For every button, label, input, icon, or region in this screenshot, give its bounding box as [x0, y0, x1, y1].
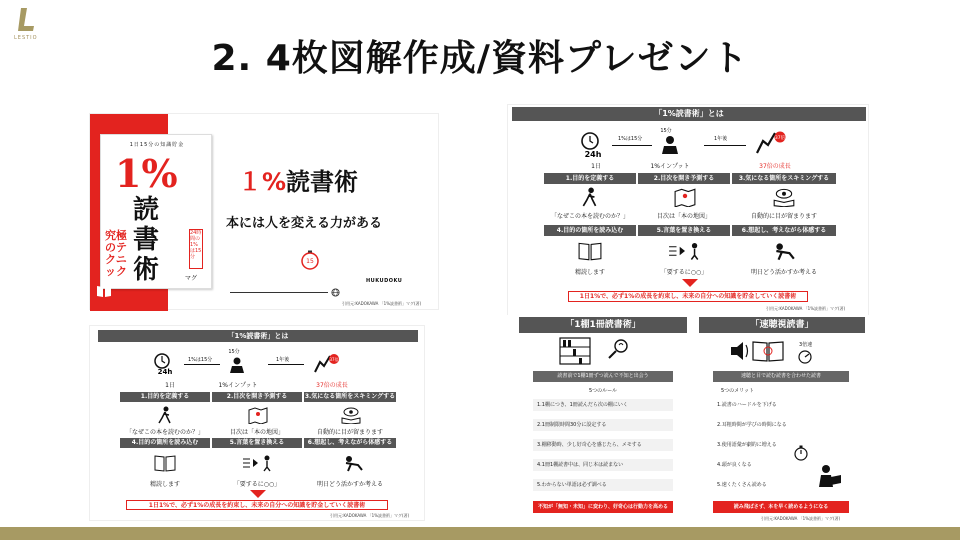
rule-item-5: 5.わからない単語は必ず調べる: [533, 479, 673, 491]
cell-head-2: 2.目次を開き予測する: [212, 392, 302, 402]
cell-head-3: 3.気になる箇所をスキミングする: [732, 173, 836, 184]
cell-head-4: 4.目的の箇所を読み込む: [120, 438, 210, 448]
slide-methods[interactable]: [507, 315, 869, 525]
arrow-line-1: [184, 364, 220, 365]
step-day: 1日: [165, 382, 175, 389]
cell-cap-5: 「要するに○○」: [233, 481, 281, 488]
bookshelf-icon: [559, 337, 591, 365]
map-icon: [248, 406, 268, 424]
step-day: 1日: [591, 163, 601, 170]
person-searching-icon: [603, 337, 633, 365]
method-left-footer: 不知が「無知・未知」に変わり、好奇心は行動力を高める: [533, 501, 673, 513]
map-icon: [674, 187, 696, 207]
day-icon-text: 24h: [157, 368, 173, 376]
cell-cap-2: 目次は「本の地図」: [656, 213, 711, 220]
down-arrow: [682, 279, 698, 287]
reading-person-icon: [817, 463, 843, 489]
cell-head-6: 6.想起し、考えながら体感する: [304, 438, 396, 448]
eye-book-icon: [340, 406, 362, 424]
reader-icon: [660, 135, 680, 155]
cell-cap-3: 自動的に目が留まります: [750, 213, 817, 220]
down-arrow: [250, 490, 266, 498]
cell-cap-6: 明日どう活かすか考える: [750, 269, 817, 276]
clock-icon: [578, 131, 608, 159]
overview-header: 「1%読書術」とは: [98, 330, 418, 342]
book-icon: [578, 241, 602, 261]
book-icon: [154, 454, 176, 472]
eye-book-icon: [772, 187, 796, 207]
book-cover-image: [100, 134, 212, 289]
overview-footer: 1日1%で、必ず1%の成長を約束し、未来の自分への知識を貯金していく読書術: [568, 291, 808, 302]
walking-person-icon: [580, 187, 600, 207]
cell-cap-1: 「なぜこの本を読むのか？」: [125, 429, 204, 436]
step-input: 1%インプット: [218, 382, 258, 389]
source-citation: 引用元:KADOKAWA 「1%読書術」マグ(著): [766, 306, 846, 311]
brand-name: HUKUDOKU: [366, 278, 403, 284]
book-tagline: 究極のテクニック: [105, 229, 127, 278]
merit-item-1: 1.読書のハードルを下げる: [713, 399, 823, 411]
slide-overview-right[interactable]: [507, 104, 869, 316]
step-growth: 37倍の成長: [316, 382, 348, 389]
book-title: 読書術: [133, 195, 160, 285]
cell-head-5: 5.言葉を置き換える: [638, 225, 730, 236]
merit-item-4: 4.頭が良くなる: [713, 459, 823, 471]
rule-item-4: 4.1冊1棚読書中は、同じ本は読まない: [533, 459, 673, 471]
audio-book-icon: [729, 337, 791, 365]
growth-badge: 37倍: [329, 357, 339, 362]
source-citation: 引用元:KADOKAWA 「1%読書術」マグ(著): [330, 513, 410, 518]
merit-item-5: 5.速くたくさん読める: [713, 479, 823, 491]
slide-book-cover[interactable]: [89, 113, 439, 310]
cell-cap-1: 「なぜこの本を読むのか？」: [550, 213, 629, 220]
cell-head-2: 2.目次を開き予測する: [638, 173, 730, 184]
arrow-line-2: [268, 364, 304, 365]
slide1-heading: [238, 162, 358, 197]
bottom-accent-bar: [0, 527, 960, 540]
method-right-sub: 速聴と目で読む読書を合わせた読書: [713, 371, 849, 382]
growth-icon: [312, 352, 340, 374]
arrow-line-1: [612, 145, 652, 146]
heading-accent: １%: [238, 168, 287, 196]
step-growth: 37倍の成長: [759, 163, 791, 170]
merit-item-2: 2.耳粗時間が学びの時間になる: [713, 419, 823, 431]
cell-head-5: 5.言葉を置き換える: [212, 438, 302, 448]
method-left-sub: 読書前で1棚1冊ずつ読んで不知と出会う: [533, 371, 673, 382]
transform-icon: [242, 454, 274, 472]
cell-cap-3: 自動的に目が留まります: [316, 429, 383, 436]
book-author: マグ: [185, 275, 198, 282]
cell-head-4: 4.目的の箇所を読み込む: [544, 225, 636, 236]
logo-text: LESTIO: [14, 35, 38, 41]
arrow-label-2: 1年後: [714, 136, 728, 142]
transform-icon: [668, 241, 702, 261]
merit-item-3: 3.使用語彙が劇的に増える: [713, 439, 823, 451]
timer-label: 15: [306, 258, 314, 265]
book-top-text: 1日15分の知識貯金: [129, 142, 185, 148]
day-icon-text: 24h: [584, 150, 602, 159]
cell-cap-5: 「要するに○○」: [660, 269, 708, 276]
step-input: 1%インプット: [650, 163, 690, 170]
method-right-header: 「速聴視読書」: [699, 317, 865, 333]
growth-icon: [754, 129, 786, 155]
cell-cap-6: 明日どう活かすか考える: [316, 481, 383, 488]
step-input-top: 15分: [228, 349, 240, 355]
rule-item-3: 3.棚移動時、少し好奇心を感じたら、メモする: [533, 439, 673, 451]
clock-icon: [152, 352, 178, 376]
method-left-label: 5つのルール: [588, 388, 618, 394]
cell-cap-4: 精読します: [574, 269, 605, 276]
rule-item-1: 1.1棚につき、1冊読んだら次の棚にいく: [533, 399, 673, 411]
overview-header: 「1%読書術」とは: [512, 107, 866, 121]
cell-head-1: 1.目的を定義する: [544, 173, 636, 184]
arrow-label-1: 1%は15分: [188, 357, 213, 363]
speed-gauge-icon: [797, 349, 813, 365]
rule-item-2: 2.1冊制限時間30分に設定する: [533, 419, 673, 431]
book-side-text: 24時間の1%は15分: [189, 229, 203, 269]
action-person-icon: [342, 454, 364, 472]
book-percent: 1%: [115, 151, 178, 196]
cell-head-6: 6.想起し、考えながら体感する: [732, 225, 836, 236]
walking-person-icon: [156, 406, 174, 424]
cell-cap-4: 精読します: [149, 481, 180, 488]
stopwatch-icon: [793, 445, 809, 461]
speed-label: 3倍速: [799, 342, 813, 348]
method-right-footer: 読み飛ばさず、本を早く読めるようになる: [713, 501, 849, 513]
slide-overview-left[interactable]: [89, 325, 425, 521]
logo-l-icon: [18, 8, 36, 32]
reader-icon: [228, 356, 246, 374]
source-citation: 引用元:KADOKAWA 「1%読書術」マグ(著): [761, 516, 841, 521]
cell-head-3: 3.気になる箇所をスキミングする: [304, 393, 396, 400]
action-person-icon: [772, 241, 796, 261]
divider-line: [230, 292, 328, 293]
slide1-subheading: 本には人を変える力がある: [226, 216, 383, 231]
open-book-icon: [96, 284, 112, 298]
arrow-label-2: 1年後: [276, 357, 290, 363]
cell-cap-2: 目次は「本の地図」: [229, 429, 284, 436]
step-input-top: 15分: [660, 128, 672, 134]
method-left-header: 「1棚1冊読書術」: [519, 317, 687, 333]
globe-icon: [331, 288, 340, 297]
growth-badge: 37倍: [774, 136, 786, 141]
cell-head-1: 1.目的を定義する: [120, 392, 210, 402]
source-citation: 引用元:KADOKAWA 「1%読書術」マグ(著): [342, 301, 422, 306]
page-title: 2. 4枚図解作成/資料プレゼント: [211, 38, 749, 79]
overview-footer: 1日1%で、必ず1%の成長を約束し、未来の自分への知識を貯金していく読書術: [126, 500, 388, 510]
method-right-label: 5つのメリット: [721, 388, 754, 394]
timer-icon: [300, 250, 320, 270]
arrow-line-2: [704, 145, 746, 146]
arrow-label-1: 1%は15分: [618, 136, 643, 142]
heading-rest: 読書術: [286, 168, 359, 196]
